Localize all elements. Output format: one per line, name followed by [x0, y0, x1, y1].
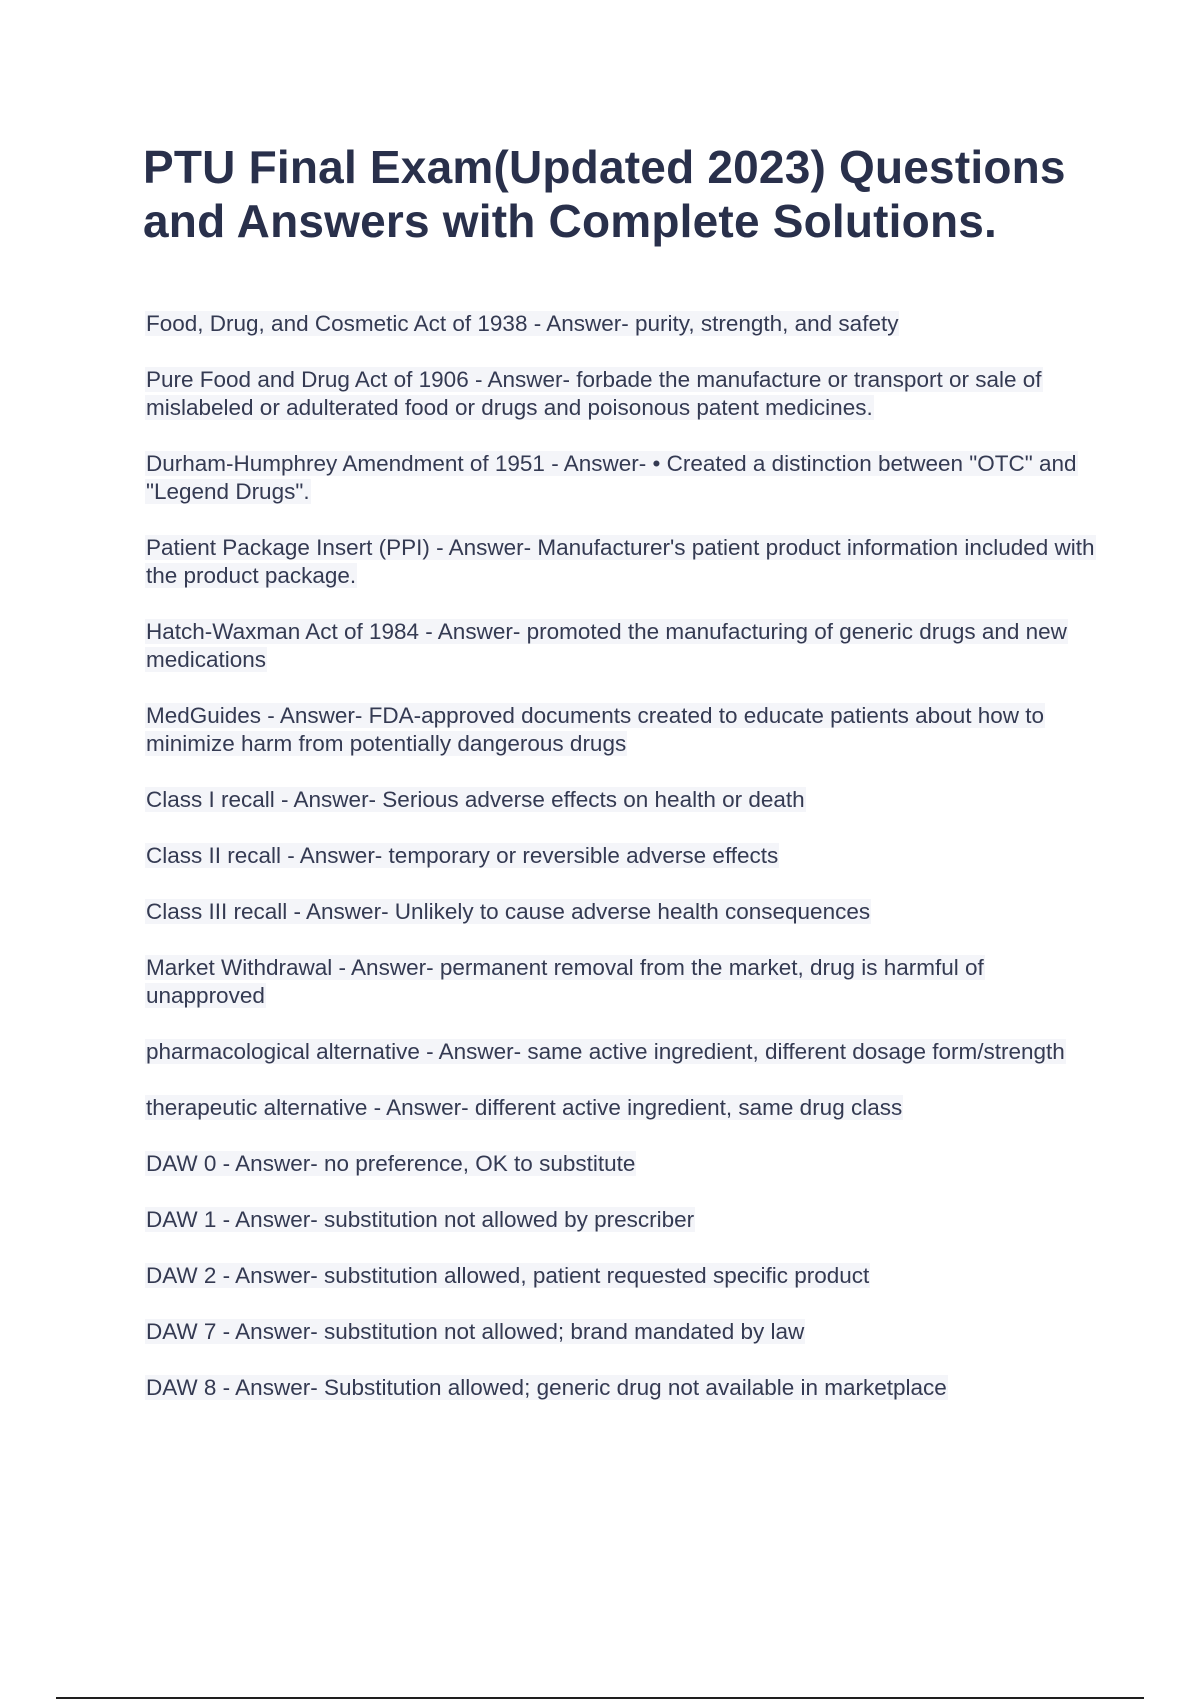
qa-text: Patient Package Insert (PPI) - Answer- Manufacturer's patient product information included with the product package.	[146, 535, 1095, 588]
qa-list	[145, 310, 1095, 1430]
qa-item	[145, 450, 1095, 506]
qa-text: pharmacological alternative - Answer- same active ingredient, different dosage form/strength	[146, 1039, 1065, 1064]
qa-text: Class II recall - Answer- temporary or reversible adverse effects	[146, 843, 779, 868]
qa-item	[145, 1206, 1095, 1234]
document-title: PTU Final Exam(Updated 2023) Questions and Answers with Complete Solutions.	[143, 141, 1066, 247]
qa-text: Hatch-Waxman Act of 1984 - Answer- promoted the manufacturing of generic drugs and new medications	[146, 619, 1067, 672]
qa-text: Pure Food and Drug Act of 1906 - Answer- forbade the manufacture or transport or sale of mislabeled or adulterated food or drugs and poisonous patent medicines.	[146, 367, 1042, 420]
qa-item	[145, 1094, 1095, 1122]
qa-item	[145, 534, 1095, 590]
qa-text: Durham-Humphrey Amendment of 1951 - Answer- • Created a distinction between "OTC" and "Legend Drugs".	[146, 451, 1077, 504]
qa-item	[145, 842, 1095, 870]
qa-text: Class III recall - Answer- Unlikely to cause adverse health consequences	[146, 899, 871, 924]
qa-text: DAW 8 - Answer- Substitution allowed; generic drug not available in marketplace	[146, 1375, 947, 1400]
qa-text: DAW 2 - Answer- substitution allowed, patient requested specific product	[146, 1263, 870, 1288]
qa-text: Market Withdrawal - Answer- permanent removal from the market, drug is harmful of unapproved	[146, 955, 984, 1008]
qa-text: DAW 7 - Answer- substitution not allowed; brand mandated by law	[146, 1319, 805, 1344]
qa-item	[145, 1318, 1095, 1346]
qa-item	[145, 1038, 1095, 1066]
qa-item	[145, 1374, 1095, 1402]
footer-divider	[56, 1697, 1144, 1699]
qa-text: Class I recall - Answer- Serious adverse effects on health or death	[146, 787, 805, 812]
qa-item	[145, 702, 1095, 758]
qa-text: MedGuides - Answer- FDA-approved documents created to educate patients about how to minimize harm from potentially dangerous drugs	[146, 703, 1045, 756]
qa-item	[145, 786, 1095, 814]
qa-text: Food, Drug, and Cosmetic Act of 1938 - Answer- purity, strength, and safety	[146, 311, 899, 336]
qa-text: DAW 1 - Answer- substitution not allowed by prescriber	[146, 1207, 695, 1232]
qa-item	[145, 954, 1095, 1010]
qa-item	[145, 898, 1095, 926]
qa-item	[145, 1150, 1095, 1178]
qa-text: therapeutic alternative - Answer- different active ingredient, same drug class	[146, 1095, 903, 1120]
qa-item	[145, 310, 1095, 338]
qa-item	[145, 366, 1095, 422]
qa-text: DAW 0 - Answer- no preference, OK to substitute	[146, 1151, 636, 1176]
qa-item	[145, 1262, 1095, 1290]
qa-item	[145, 618, 1095, 674]
